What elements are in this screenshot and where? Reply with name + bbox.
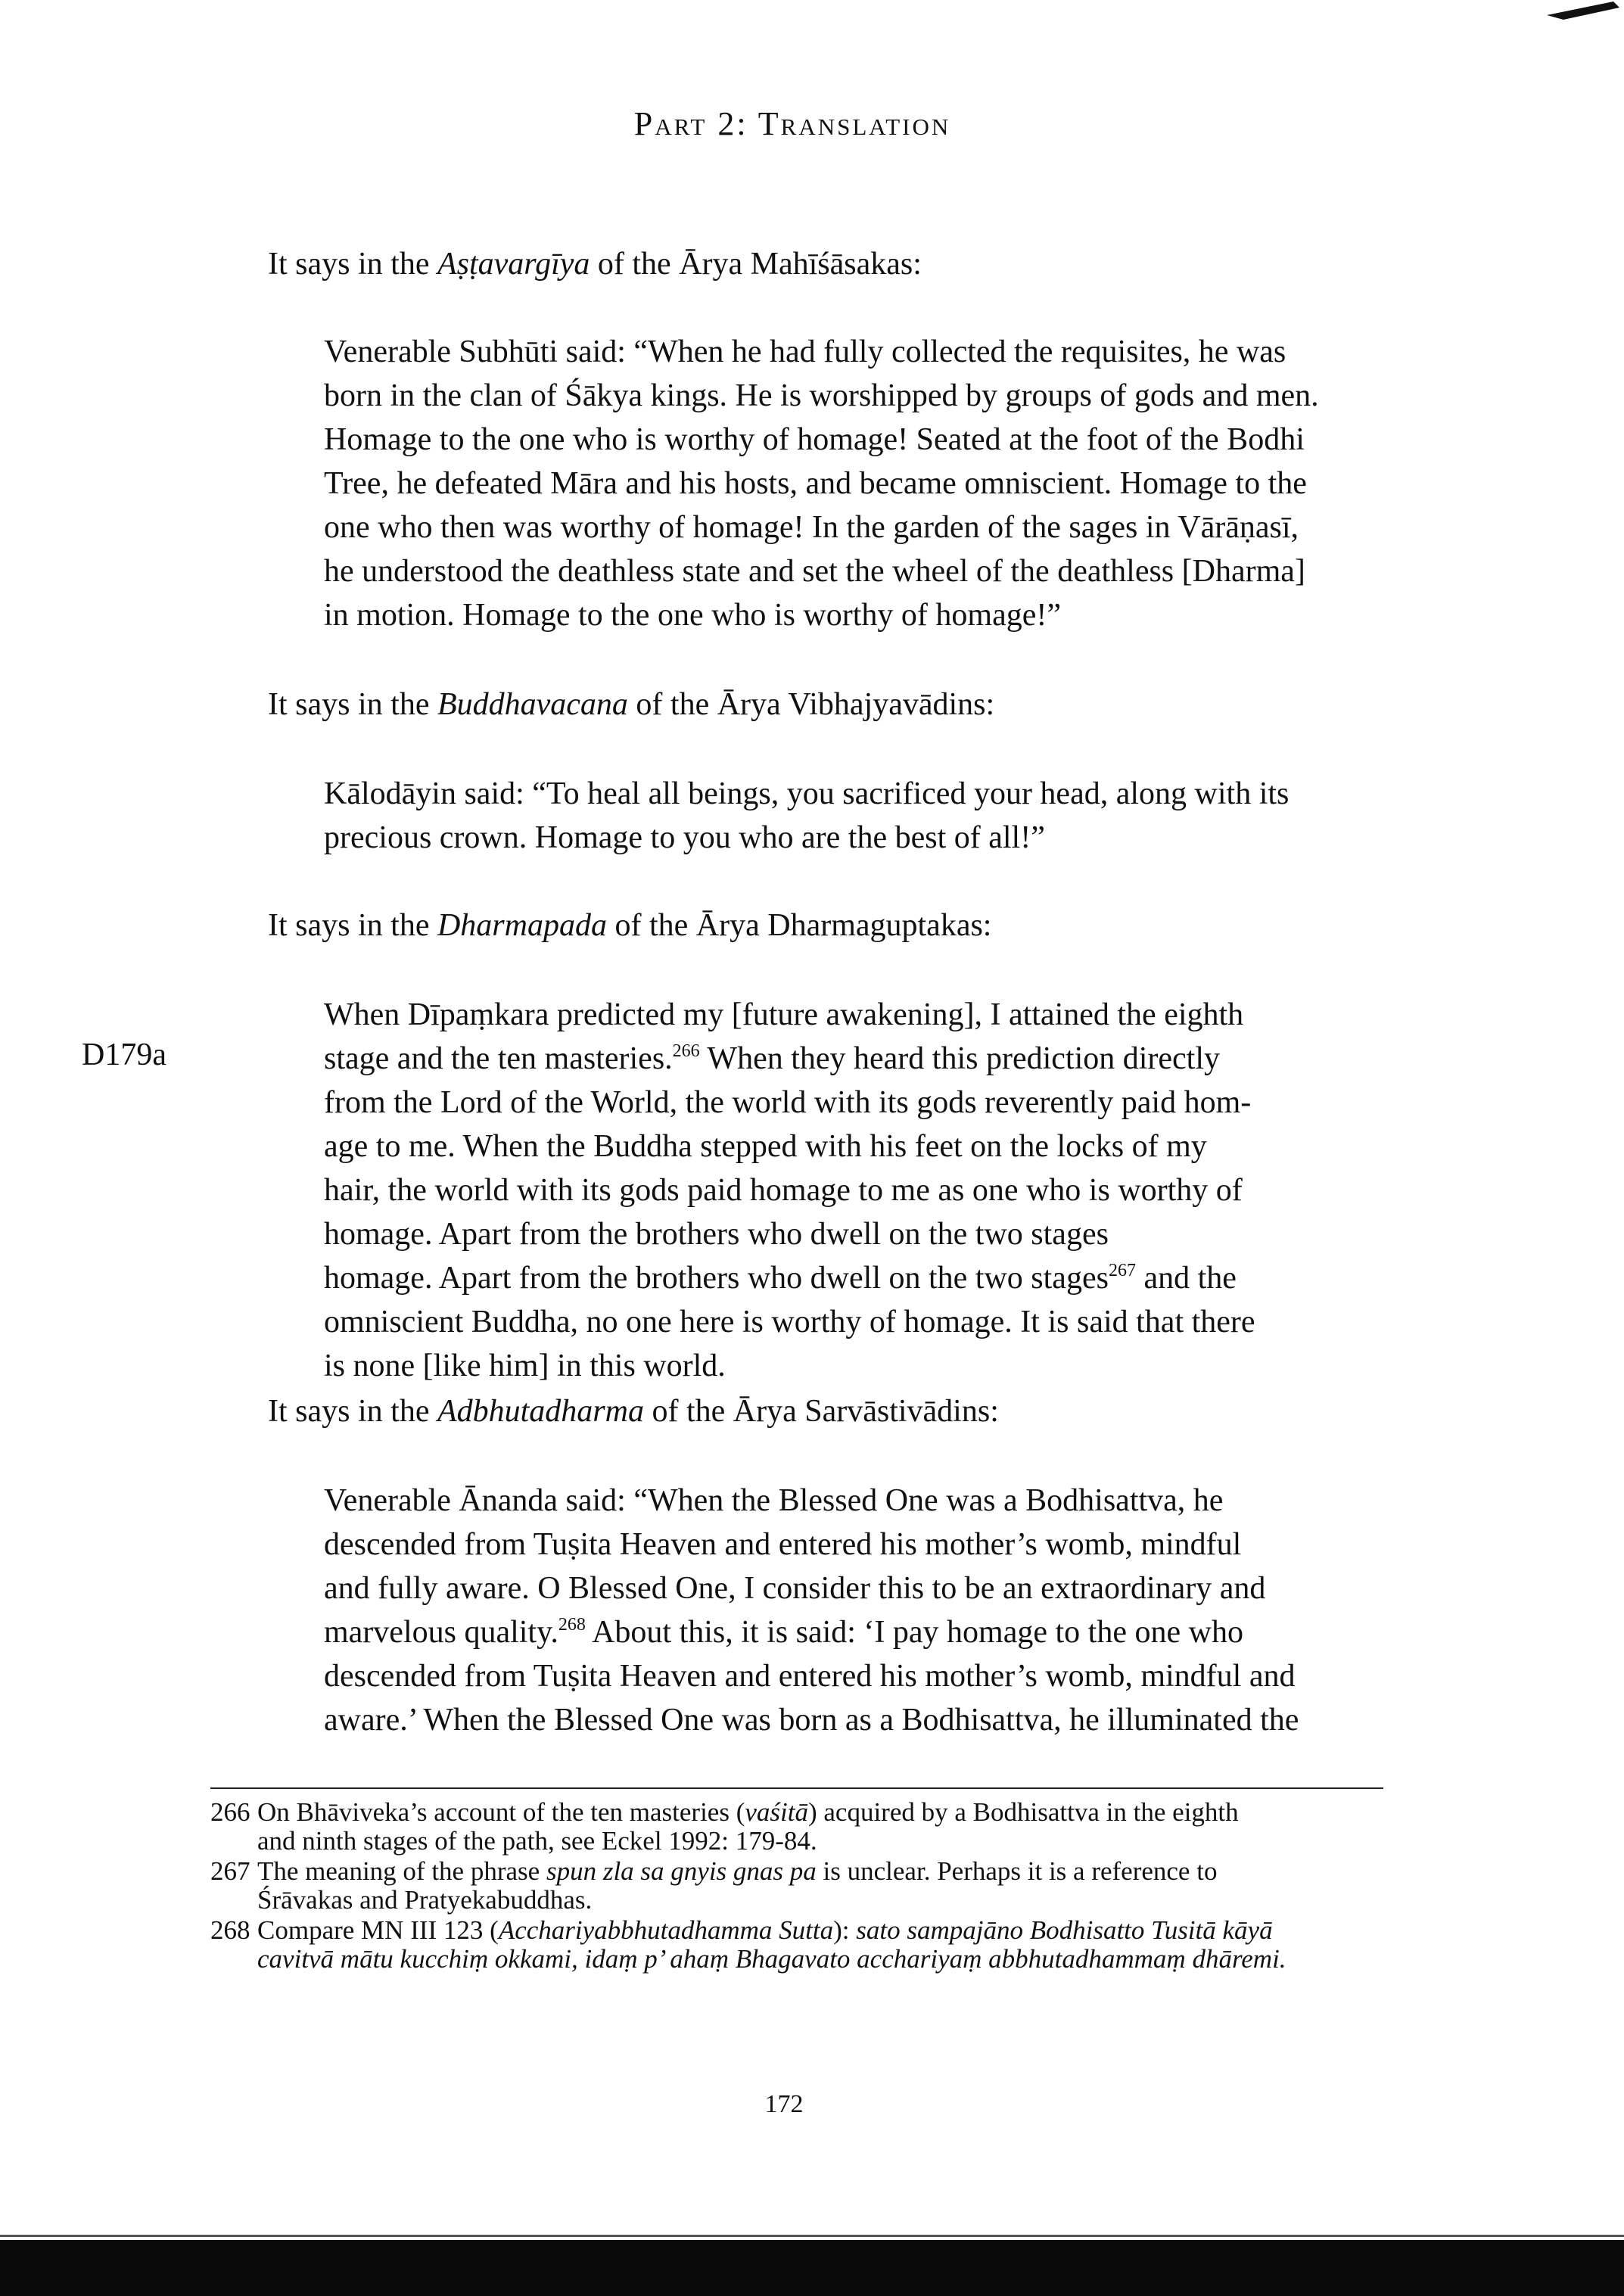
block-quote: Venerable Ānanda said: “When the Blessed One was a Bodhisattva, he descended from Tuṣita Heaven and entered his mother’s womb, mindful and fully aware. O Blessed One, I consider this to be an extraordinary and marvelous quality.$^{268}$ About this, it is said: ‘I pay homage to the one who descended from Tuṣita Heaven and entered his mother’s womb, mindful and aware.’ When the Blessed One was born as a Bodhisattva, he illuminated the [324,1483,1299,1738]
section-intro: It says in the Dharmapada of the Ārya Dharmaguptakas: [268,908,992,943]
block-quote: Kālodāyin said: “To heal all beings, you sacrificed your head, along with its precious crown. Homage to you who are the best of all!” [324,776,1290,855]
scan-corner-mark [1541,0,1624,38]
section-intro: It says in the Buddhavacana of the Ārya Vibhajyavādins: [268,687,995,722]
footnotes [210,1798,1391,1975]
running-head: Part 2: Translation [633,105,951,142]
scan-bottom-band [0,2240,1624,2296]
work-title: Buddhavacana [437,687,628,722]
footnote-number: 266 [210,1797,250,1827]
footnote: 266 On Bhāviveka’s account of the ten masteries (vaśitā) acquired by a Bodhisattva in the eighth and ninth stages of the path, see Eckel 1992: 179-84. [210,1797,1239,1856]
section-intro: It says in the Aṣṭavargīya of the Ārya Mahīśāsakas: [268,247,922,282]
footnote: 267 The meaning of the phrase spun zla sa gnyis gnas pa is unclear. Perhaps it is a reference to Śrāvakas and Pratyekabuddhas. [210,1856,1218,1915]
section-intro: It says in the Adbhutadharma of the Ārya Sarvāstivādins: [268,1394,999,1429]
work-title: Aṣṭavargīya [437,247,590,282]
footnote-number: 268 [210,1915,250,1945]
margin-reference: D179a [82,1038,166,1072]
scan-edge-line [0,2235,1624,2237]
work-title: Adbhutadharma [437,1394,644,1429]
block-quote: When Dīpaṃkara predicted my [future awakening], I attained the eighth stage and the ten masteries.$^{266}$ When they heard this prediction directly from the Lord of the World, the world with its gods reverently paid hom- age to me. When the Buddha stepped with his feet on the locks of my hair, the world with its gods paid homage to me as one who is worthy of homage. Apart from the brothers who dwell on the two stages homage. Apart from the brothers who dwell on the two stages$^{267}$ and the omniscient Buddha, no one here is worthy of homage. It is said that there is none [like him] in this world. [324,997,1255,1383]
block-quote: Venerable Subhūti said: “When he had fully collected the requisites, he was born in the clan of Śākya kings. He is worshipped by groups of gods and men. Homage to the one who is worthy of homage! Seated at the foot of the Bodhi Tree, he defeated Māra and his hosts, and became omniscient. Homage to the one who then was worthy of homage! In the garden of the sages in Vārāṇasī, he understood the deathless state and set the wheel of the deathless [Dharma] in motion. Homage to the one who is worthy of homage!” [324,334,1319,633]
footnote-ref[interactable]: 266 [672,1041,700,1061]
page-number: 172 [764,2090,804,2118]
footnote-ref[interactable]: 267 [1108,1261,1136,1280]
footnote: 268 Compare MN III 123 (Acchariyabbhutadhamma Sutta): sato sampajāno Bodhisatto Tusitā kāyā cavitvā mātu kucchiṃ okkami, idaṃ p’ ahaṃ Bhagavato acchariyaṃ abbhutadhammaṃ dhāremi. [210,1915,1286,1974]
footnote-number: 267 [210,1856,250,1886]
footnote-ref[interactable]: 268 [558,1615,586,1635]
work-title: Dharmapada [437,908,607,943]
footnote-rule [210,1787,1383,1789]
